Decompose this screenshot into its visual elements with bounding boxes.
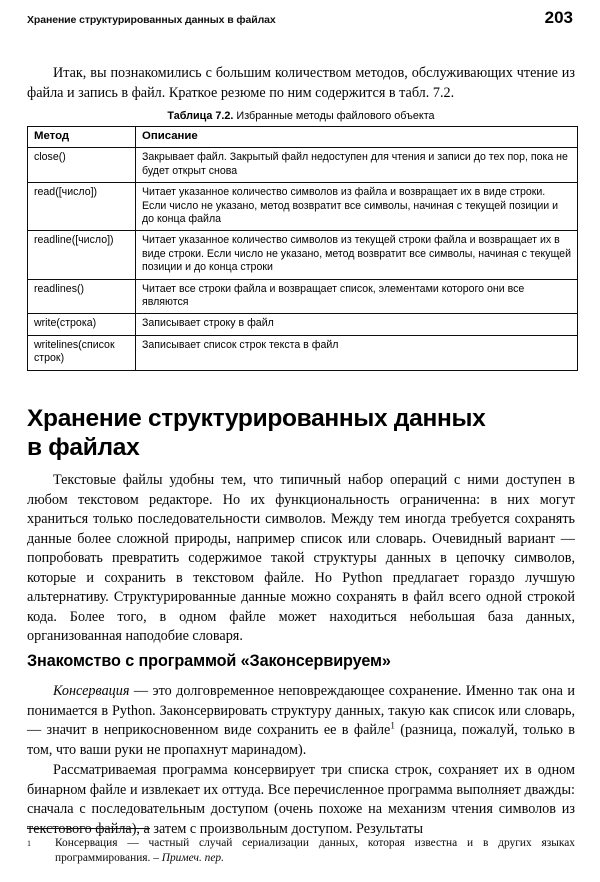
file-methods-table xyxy=(27,126,578,371)
footnote-separator-rule xyxy=(27,828,150,829)
cell-method: readlines() xyxy=(28,279,136,314)
section-heading-line-1: Хранение структурированных данных xyxy=(27,405,486,433)
cell-method: close() xyxy=(28,148,136,183)
cell-method: write(строка) xyxy=(28,314,136,335)
canning-paragraph xyxy=(27,682,575,760)
cell-method: readline([число]) xyxy=(28,231,136,279)
column-header-description: Описание xyxy=(136,127,578,148)
footnote xyxy=(27,836,575,867)
footnote-attribution: Примеч. пер. xyxy=(161,852,224,865)
footnote-marker: 1 xyxy=(27,839,31,848)
subsection-heading: Знакомство с программой «Законсервируем» xyxy=(27,652,391,671)
cell-description: Закрывает файл. Закрытый файл недоступен для чтения и записи до тех пор, пока не будет открыт снова xyxy=(136,148,578,183)
canning-term: Консервация xyxy=(53,683,130,700)
section-heading-line-2: в файлах xyxy=(27,434,140,462)
cell-description: Читает указанное количество символов из файла и возвращает их в виде строки. Если число не указано, метод возвратит все символы, начиная с текущей позиции и до конца файла xyxy=(136,183,578,231)
canning-text-part-2: (разница, пожалуй, только в том, что ваши руки не пропахнут маринадом). xyxy=(27,722,575,758)
canning-text-part-1: — это долговременное неповреждающее сохранение. Именно так она и понимается в Python. Законсервировать структуру данных, такую как список или словарь, — значит в неприкосновенном виде сохранить ее в файле xyxy=(27,683,575,739)
table-header-row xyxy=(28,127,578,148)
cell-description: Записывает список строк текста в файл xyxy=(136,335,578,370)
storage-paragraph: Текстовые файлы удобны тем, что типичный набор операций с ними доступен в любом текстовом редакторе. Но их функциональность ограниченна: в них могут храниться только последовательности символов. Между тем иногда требуется сохранять данные более сложной природы, например список или словарь. Очевидный вариант — попробовать превратить содержимое такой структуры данных в цепочку символов, которые и сохранить в текстовом файле. Но Python предлагает гораздо лучшую альтернативу. Структурированные данные можно сохранять в файл всего одной строкой кода. Более того, в одном файле может находиться небольшая база данных, организованная наподобие словаря. xyxy=(27,472,575,645)
table-row xyxy=(28,231,578,279)
running-head-title: Хранение структурированных данных в файлах xyxy=(27,14,276,26)
table-row xyxy=(28,314,578,335)
table-row xyxy=(28,279,578,314)
cell-description: Читает все строки файла и возвращает список, элементами которого они все являются xyxy=(136,279,578,314)
section-heading xyxy=(27,404,575,462)
footnote-body xyxy=(55,836,575,867)
cell-method: read([число]) xyxy=(28,183,136,231)
running-head xyxy=(27,8,573,28)
table-caption xyxy=(27,110,575,122)
program-paragraph: Рассматриваемая программа консервирует три списка строк, сохраняет их в одном бинарном файле и извлекает их оттуда. Все перечисленное программа выполняет дважды: сначала с последовательным доступом (очень похоже на механизм чтения символов из текстового файла), а затем с произвольным доступом. Результаты xyxy=(27,762,575,837)
column-header-method: Метод xyxy=(28,127,136,148)
cell-description: Записывает строку в файл xyxy=(136,314,578,335)
cell-description: Читает указанное количество символов из текущей строки файла и возвращает их в виде строки. Если число не указано, метод возвратит все символы, начиная с текущей позиции и до конца строки xyxy=(136,231,578,279)
table-row xyxy=(28,335,578,370)
table-row xyxy=(28,183,578,231)
table-row xyxy=(28,148,578,183)
table-caption-label: Таблица 7.2. xyxy=(167,110,234,122)
table-caption-text: Избранные методы файлового объекта xyxy=(233,110,435,122)
footnote-reference[interactable]: 1 xyxy=(390,720,395,731)
page-number: 203 xyxy=(544,8,573,27)
intro-paragraph: Итак, вы познакомились с большим количеством методов, обслуживающих чтение из файла и запись в файл. Краткое резюме по ним содержится в табл. 7.2. xyxy=(27,65,575,101)
footnote-text: Консервация — частный случай сериализации данных, которая известна и в других языках программирования. – xyxy=(55,837,575,865)
cell-method: writelines(список строк) xyxy=(28,335,136,370)
